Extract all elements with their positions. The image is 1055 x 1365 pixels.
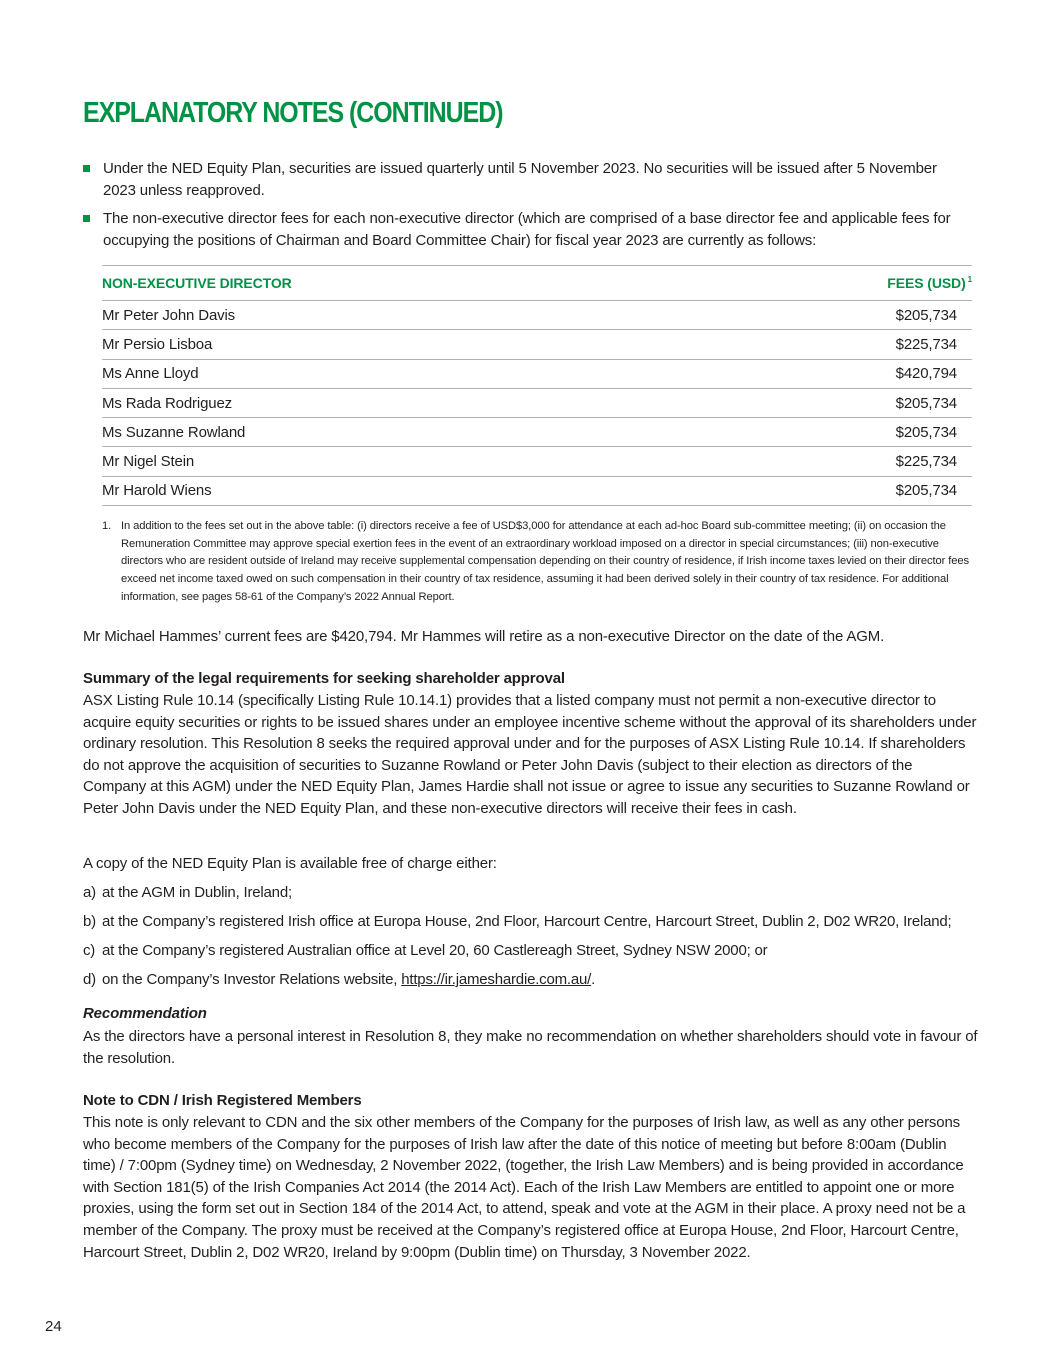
legal-requirements-heading: Summary of the legal requirements for seeking shareholder approval (83, 670, 565, 687)
cdn-note-paragraph: This note is only relevant to CDN and the six other members of the Company for the purposes of Irish law, as well as any other persons who become members of the Company for the purposes of Irish law after the date of this notice of meeting but before 8:00am (Dublin time) / 7:00pm (Sydney time) on Wednesday, 2 November 2022, (together, the Irish Law Members) and is being provided in accordance with Section 181(5) of the Irish Companies Act 2014 (the 2014 Act). Each of the Irish Law Members are entitled to appoint one or more proxies, using the form set out in Section 184 of the 2014 Act, to attend, speak and vote at the AGM in their place. A proxy need not be a member of the Company. The proxy must be received at the Company’s registered office at Europa House, 2nd Floor, Harcourt Centre, Harcourt Street, Dublin 2, D02 WR20, Ireland by 9:00pm (Dublin time) on Thursday, 3 November 2022. (83, 1114, 966, 1261)
director-name: Ms Suzanne Rowland (102, 418, 703, 447)
director-fee: $225,734 (703, 447, 972, 476)
director-name: Mr Harold Wiens (102, 476, 703, 505)
table-header-row (102, 266, 972, 301)
table-row (102, 418, 972, 447)
recommendation-heading: Recommendation (83, 1005, 207, 1022)
item-label: b) (83, 913, 96, 930)
page-title: EXPLANATORY NOTES (CONTINUED) (83, 97, 503, 130)
bullet-item (83, 158, 973, 201)
table-row (102, 447, 972, 476)
table-row (102, 476, 972, 505)
hammes-fees-paragraph: Mr Michael Hammes’ current fees are $420,794. Mr Hammes will retire as a non-executive Director on the date of the AGM. (83, 628, 885, 645)
director-fee: $225,734 (703, 330, 972, 359)
bullet-text: Under the NED Equity Plan, securities are issued quarterly until 5 November 2023. No securities will be issued after 5 November 2023 unless reapproved. (103, 160, 937, 199)
copy-availability-intro: A copy of the NED Equity Plan is available free of charge either: (83, 855, 497, 872)
item-text-end: . (591, 971, 596, 988)
table-row (102, 359, 972, 388)
item-label: c) (83, 942, 96, 959)
table-footnote (102, 518, 977, 607)
item-text: on the Company’s Investor Relations website, (102, 971, 402, 988)
square-bullet-icon (83, 215, 90, 222)
item-label: d) (83, 971, 96, 988)
footnote-text: In addition to the fees set out in the above table: (i) directors receive a fee of USD$3,000 for attendance at each ad-hoc Board sub-committee meeting; (ii) on occasion the Remuneration Committee may approve special exertion fees in the event of an extraordinary workload imposed on a director in special circumstances; (iii) non-executive directors who are resident outside of Ireland may receive supplemental compensation depending on their country of residence, if Irish income taxes levied on their director fees exceed net income taxed owed on such compensation in their country of tax residence, assuming it had been derived solely in their country of tax residence. For additional information, see pages 58-61 of the Company’s 2022 Annual Report. (121, 520, 970, 603)
director-name: Mr Nigel Stein (102, 447, 703, 476)
director-fee: $205,734 (703, 418, 972, 447)
director-name: Mr Peter John Davis (102, 301, 703, 330)
director-name: Mr Persio Lisboa (102, 330, 703, 359)
page-number: 24 (45, 1318, 62, 1335)
header-fees: FEES (USD) $^1$ (703, 266, 972, 301)
director-fee: $205,734 (703, 301, 972, 330)
bullet-list (83, 158, 973, 258)
availability-item-irish-office (83, 911, 978, 933)
recommendation-paragraph: As the directors have a personal interest in Resolution 8, they make no recommendation on whether shareholders should vote in favour of the resolution. (83, 1028, 978, 1067)
table-row (102, 330, 972, 359)
bullet-text: The non-executive director fees for each non-executive director (which are comprised of a base director fee and applicable fees for occupying the positions of Chairman and Board Committee Chair) for fiscal year 2023 are currently as follows: (103, 210, 951, 249)
item-text: at the Company’s registered Australian office at Level 20, 60 Castlereagh Street, Sydney NSW 2000; or (102, 942, 768, 959)
investor-relations-link[interactable]: https://ir.jameshardie.com.au/ (401, 971, 592, 988)
director-fee: $420,794 (703, 359, 972, 388)
item-text: at the Company’s registered Irish office at Europa House, 2nd Floor, Harcourt Centre, Harcourt Street, Dublin 2, D02 WR20, Ireland; (102, 913, 952, 930)
table-row (102, 301, 972, 330)
footnote-marker: 1 (967, 275, 972, 285)
director-name: Ms Anne Lloyd (102, 359, 703, 388)
director-fees-table (102, 265, 972, 506)
item-label: a) (83, 884, 96, 901)
footnote-number: 1. (102, 520, 112, 532)
legal-requirements-paragraph: ASX Listing Rule 10.14 (specifically Listing Rule 10.14.1) provides that a listed company must not permit a non-executive director to acquire equity securities or rights to be issued shares under an employee incentive scheme without the approval of its shareholders under ordinary resolution. This Resolution 8 seeks the required approval under and for the purposes of ASX Listing Rule 10.14. If shareholders do not approve the acquisition of securities to Suzanne Rowland or Peter John Davis (subject to their election as directors of the Company at this AGM) under the NED Equity Plan, James Hardie shall not issue or agree to issue any securities to Suzanne Rowland or Peter John Davis under the NED Equity Plan, and these non-executive directors will receive their fees in cash. (83, 692, 977, 817)
availability-item-australian-office (83, 940, 978, 962)
item-text: at the AGM in Dublin, Ireland; (102, 884, 292, 901)
header-director: NON-EXECUTIVE DIRECTOR (102, 266, 703, 301)
director-fee: $205,734 (703, 476, 972, 505)
table-row (102, 388, 972, 417)
director-fee: $205,734 (703, 388, 972, 417)
availability-item-website (83, 969, 978, 991)
availability-item-agm (83, 882, 978, 904)
square-bullet-icon (83, 165, 90, 172)
bullet-item (83, 208, 973, 251)
cdn-note-heading: Note to CDN / Irish Registered Members (83, 1092, 362, 1109)
director-name: Ms Rada Rodriguez (102, 388, 703, 417)
